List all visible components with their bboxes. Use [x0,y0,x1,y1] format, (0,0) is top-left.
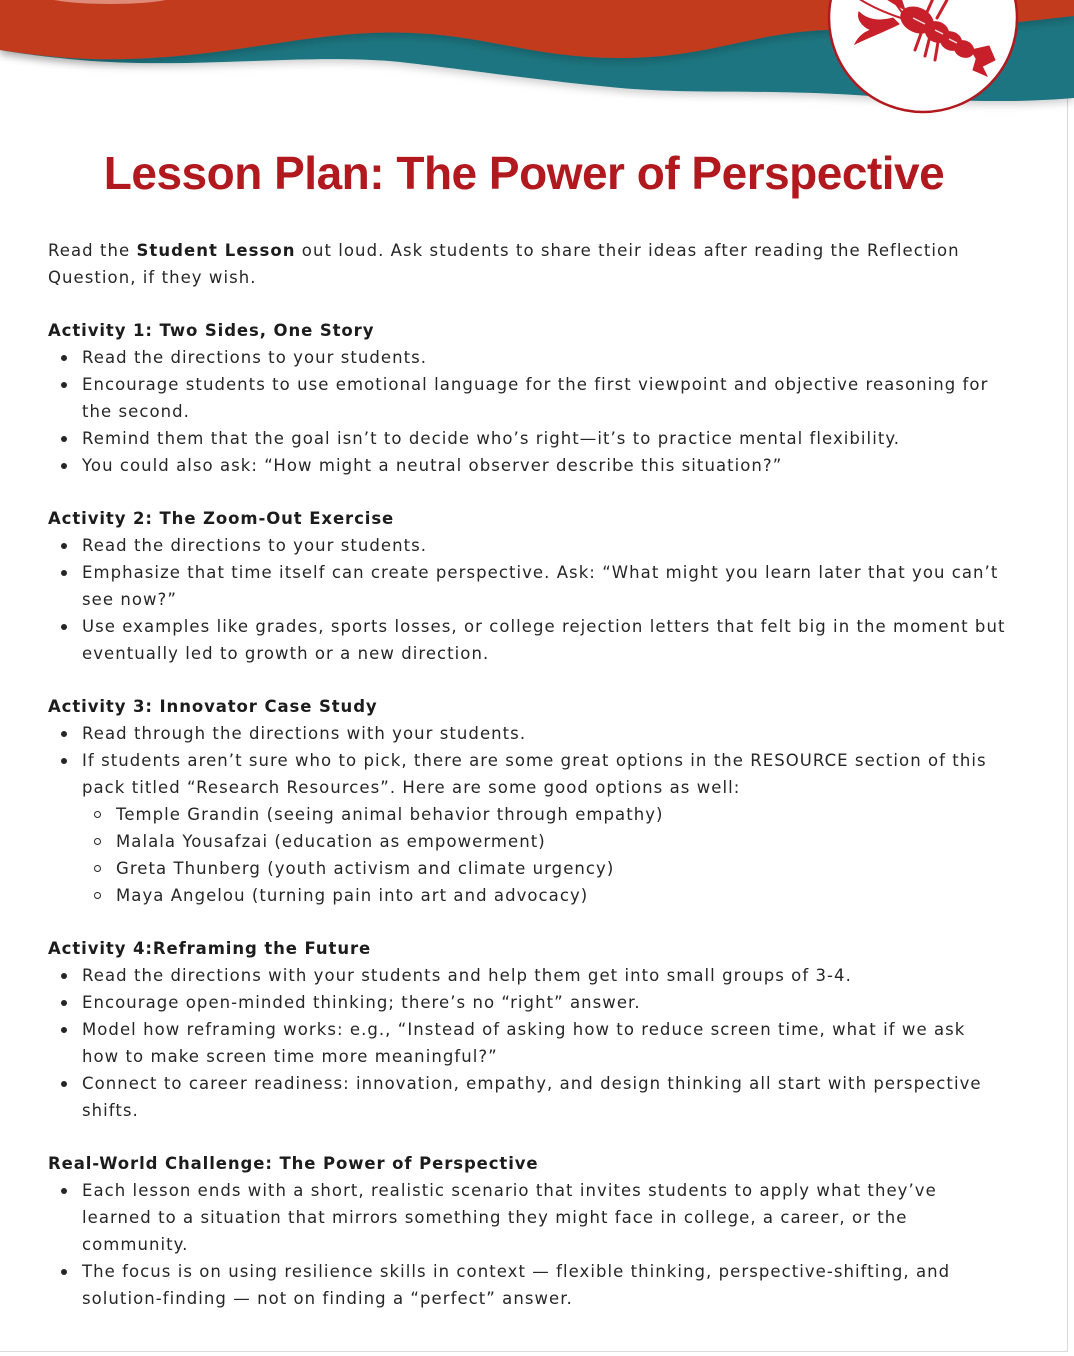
list-item: Read the directions to your students. [48,532,1008,559]
activity-1-section [48,317,1008,479]
sub-list-item: Malala Yousafzai (education as empowerment) [82,828,1008,855]
activity-4-section [48,935,1008,1124]
lesson-content [48,237,1008,1312]
activity-2-heading: Activity 2: The Zoom-Out Exercise [48,509,395,528]
list-item: Emphasize that time itself can create perspective. Ask: “What might you learn later that you can’t see now?” [48,559,1008,613]
activity-3-heading: Activity 3: Innovator Case Study [48,697,378,716]
page-title: Lesson Plan: The Power of Perspective [103,147,945,199]
sub-list-item: Greta Thunberg (youth activism and climate urgency) [82,855,1008,882]
list-item-text: If students aren’t sure who to pick, there are some great options in the RESOURCE section of this pack titled “Research Resources”. Here are some good options as well: [82,751,987,797]
list-item: You could also ask: “How might a neutral observer describe this situation?” [48,452,1008,479]
real-world-challenge-section [48,1150,1008,1312]
list-item: Read the directions to your students. [48,344,1008,371]
intro-paragraph [48,237,1008,291]
activity-3-section [48,693,1008,909]
list-item: Read through the directions with your students. [48,720,1008,747]
list-item: Read the directions with your students and help them get into small groups of 3-4. [48,962,1008,989]
list-item: Each lesson ends with a short, realistic scenario that invites students to apply what they’ve learned to a situation that mirrors something they might face in college, a career, or the community. [48,1177,1008,1258]
activity-4-list [48,962,1008,1124]
real-world-challenge-list [48,1177,1008,1312]
list-item: Model how reframing works: e.g., “Instead of asking how to reduce screen time, what if we ask how to make screen time more meaningful?” [48,1016,1008,1070]
activity-2-section [48,505,1008,667]
list-item: Connect to career readiness: innovation, empathy, and design thinking all start with perspective shifts. [48,1070,1008,1124]
intro-text-start: Read the [48,241,137,260]
innovator-options-list [82,801,1008,909]
list-item: Use examples like grades, sports losses, or college rejection letters that felt big in the moment but eventually led to growth or a new direction. [48,613,1008,667]
lobster-icon [827,0,1019,116]
intro-bold-text: Student Lesson [136,241,296,260]
real-world-challenge-heading: Real-World Challenge: The Power of Perspective [48,1154,539,1173]
list-item-with-sublist [48,747,1008,909]
activity-3-list [48,720,1008,909]
sub-list-item: Temple Grandin (seeing animal behavior through empathy) [82,801,1008,828]
list-item: The focus is on using resilience skills in context — flexible thinking, perspective-shifting, and solution-finding — not on finding a “perfect” answer. [48,1258,1008,1312]
sub-list-item: Maya Angelou (turning pain into art and advocacy) [82,882,1008,909]
activity-1-list [48,344,1008,479]
list-item: Encourage open-minded thinking; there’s no “right” answer. [48,989,1008,1016]
intro-text-end: out loud. Ask students to share their ideas after reading the Reflection Question, if they wish. [48,241,960,287]
list-item: Encourage students to use emotional language for the first viewpoint and objective reasoning for the second. [48,371,1008,425]
activity-4-heading: Activity 4:Reframing the Future [48,939,372,958]
list-item: Remind them that the goal isn’t to decide who’s right—it’s to practice mental flexibility. [48,425,1008,452]
activity-1-heading: Activity 1: Two Sides, One Story [48,321,375,340]
activity-2-list [48,532,1008,667]
